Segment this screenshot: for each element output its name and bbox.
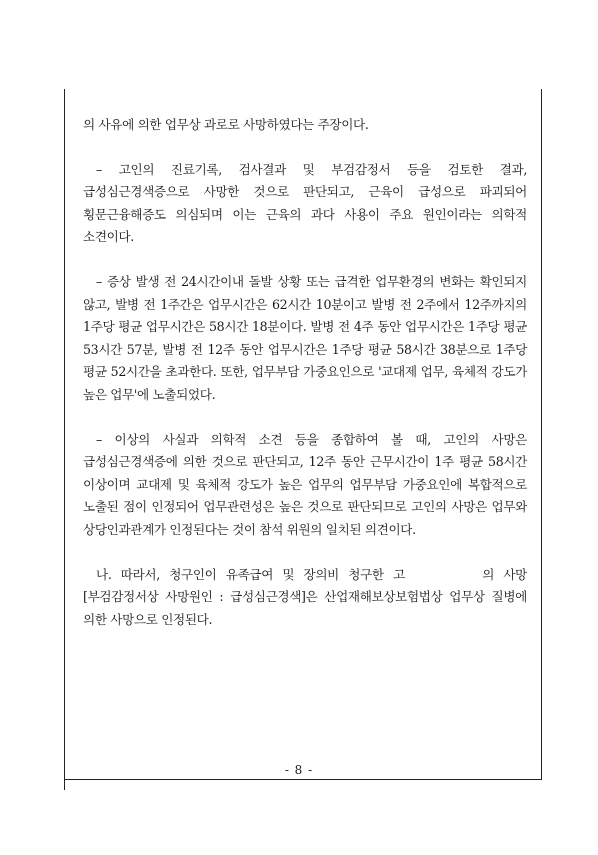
paragraph-gap [83,407,527,429]
paragraph-medical-findings: – 고인의 진료기록, 검사결과 및 부검감정서 등을 검토한 결과, 급성심근경색증으로 사망한 것으로 판단되고, 근육이 급성으로 파괴되어 횡문근융해증도 의심되며 이는 근육의 과다 사용이 주요 원인이라는 의학적 소견이다. [83,161,527,245]
paragraph-conclusion: 나. 따라서, 청구인이 유족급여 및 장의비 청구한 고 의 사망[부검감정서상 사망원인 : 급성심근경색]은 산업재해보상보험법상 업무상 질병에 의한 사망으로 인정된다. [83,566,527,627]
paragraph-gap [83,249,527,271]
paragraph-gap [83,137,527,159]
document-body [83,114,527,631]
paragraph-gap [83,542,527,564]
page-border-tick [64,779,65,790]
paragraph-claim-end: 의 사유에 의한 업무상 과로로 사망하였다는 주장이다. [83,117,369,132]
paragraph-committee-opinion: – 이상의 사실과 의학적 소견 등을 종합하여 볼 때, 고인의 사망은 급성심근경색증에 의한 것으로 판단되고, 12주 동안 근무시간이 1주 평균 58시간 이상이며 교대제 및 육체적 강도가 높은 업무의 업무부담 가중요인에 복합적으로 노출된 점이 인정되어 업무관련성은 높은 것으로 판단되므로 고인의 사망은 업무와 상당인과관계가 인정된다는 것이 참석 위원의 일치된 의견이다. [83,431,527,537]
page-number: - 8 - [284,763,314,777]
paragraph-work-hours: – 증상 발생 전 24시간이내 돌발 상황 또는 급격한 업무환경의 변화는 확인되지 않고, 발병 전 1주간은 업무시간은 62시간 10분이고 발병 전 2주에서 12주까지의 1주당 평균 업무시간은 58시간 18분이다. 발병 전 4주 동안 업무시간은 1주당 평균 53시간 57분, 발병 전 12주 동안 업무시간은 1주당 평균 58시간 38분으로 1주당 평균 52시간을 초과한다. 또한, 업무부담 가중요인으로 '교대제 업무, 육체적 강도가 높은 업무'에 노출되었다. [83,273,527,402]
